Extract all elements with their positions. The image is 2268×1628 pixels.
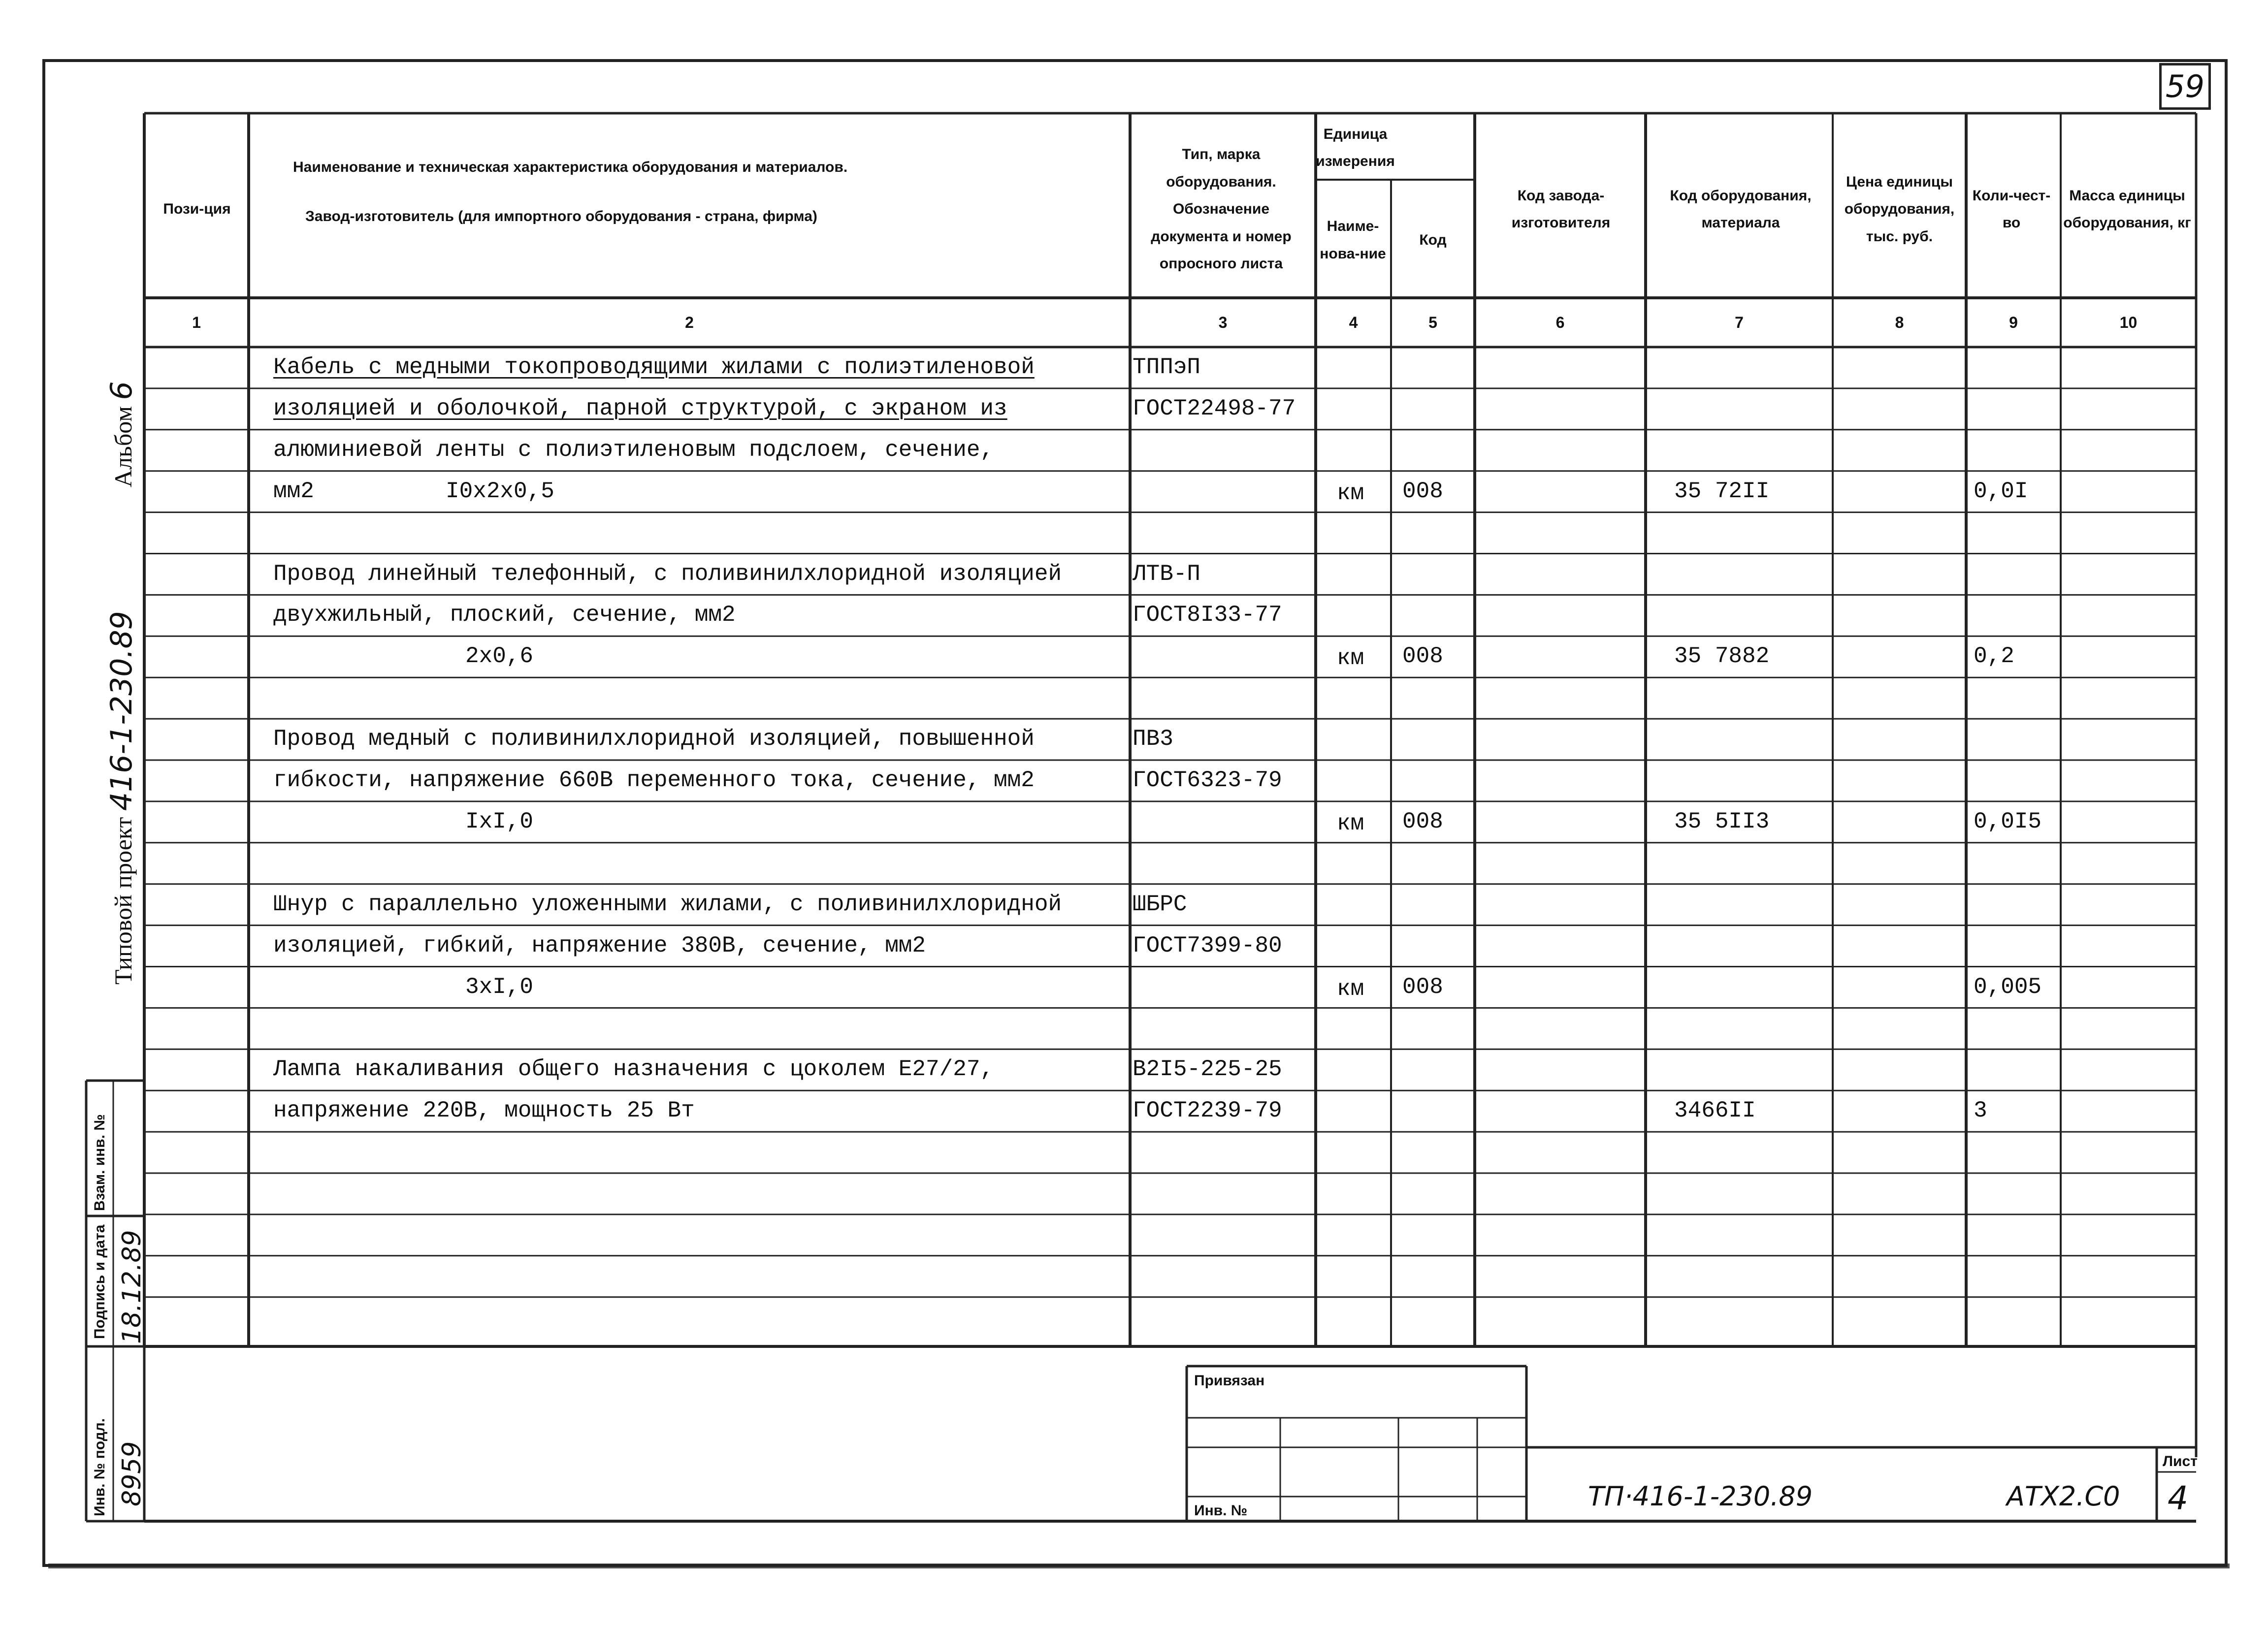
- row-type-doc: ГОСТ7399-80: [1133, 932, 1282, 958]
- row-type-doc: ПВ3: [1133, 726, 1173, 752]
- row-dimension: 2x0,6: [465, 643, 534, 670]
- document-mark: АТХ2.С0: [2007, 1481, 2120, 1512]
- row-name: гибкости, напряжение 660В переменного тока, сечение, мм2: [273, 767, 1035, 793]
- row-name: Шнур с параллельно уложенными жилами, с поливинилхлоридной: [273, 891, 1062, 917]
- column-number: 1: [192, 314, 201, 331]
- list-number: 4: [2168, 1479, 2188, 1517]
- privyazan-label: Привязан: [1194, 1373, 1265, 1389]
- column-number: 7: [1735, 314, 1744, 331]
- stamp-signature-date: 18.12.89: [117, 1230, 147, 1344]
- row-unit: км: [1337, 645, 1364, 671]
- row-name: алюминиевой ленты с полиэтиленовым подслоем, сечение,: [273, 437, 994, 463]
- row-type-doc: В2I5-225-25: [1133, 1056, 1282, 1083]
- row-type-doc: ГОСТ8I33-77: [1133, 602, 1282, 628]
- column-number: 3: [1218, 314, 1228, 331]
- row-unit-code: 008: [1402, 478, 1443, 504]
- row-unit: км: [1337, 480, 1364, 506]
- column-number: 2: [685, 314, 694, 331]
- header-mass: Масса единицы оборудования, кг: [2063, 187, 2191, 231]
- project-prefix: Типовой проект: [109, 817, 137, 985]
- row-name: изоляцией и оболочкой, парной структурой, с экраном из: [273, 395, 1007, 421]
- row-equipment-code: 35 72II: [1674, 478, 1770, 504]
- inv-no-label: Инв. №: [1194, 1502, 1248, 1519]
- header-type: Тип, марка оборудования. Обозначение документа и номер опросного листа: [1151, 146, 1292, 272]
- row-type-doc: ГОСТ2239-79: [1133, 1098, 1282, 1124]
- header-price: Цена единицы оборудования, тыс. руб.: [1844, 173, 1955, 245]
- document-code: ТП·416-1-230.89: [1588, 1481, 1813, 1512]
- header-unit-group: Единица измерения: [1316, 126, 1395, 169]
- header-unit-code: Код: [1419, 231, 1447, 248]
- header-name-line1: Наименование и техническая характеристика оборудования и материалов.: [293, 159, 848, 176]
- row-type-doc: ЛТВ-П: [1133, 561, 1201, 587]
- row-name: Лампа накаливания общего назначения с цоколем Е27/27,: [273, 1056, 994, 1083]
- column-number: 6: [1555, 314, 1565, 331]
- sheet-number: 59: [2159, 63, 2211, 110]
- row-unit-code: 008: [1402, 808, 1443, 834]
- row-equipment-code: 35 5II3: [1674, 808, 1770, 834]
- row-unit: км: [1337, 810, 1364, 836]
- row-name: Провод линейный телефонный, с поливинилхлоридной изоляцией: [273, 561, 1062, 587]
- row-type-doc: ШБРС: [1133, 891, 1187, 917]
- stamp-inv-number: 8959: [117, 1441, 147, 1506]
- column-number: 5: [1428, 314, 1437, 331]
- row-quantity: 0,0I5: [1974, 808, 2042, 834]
- row-dimension: 3xI,0: [465, 974, 534, 1000]
- row-name: Провод медный с поливинилхлоридной изоляцией, повышенной: [273, 726, 1035, 752]
- row-name: мм2: [273, 478, 314, 504]
- header-equipment-code: Код оборудования, материала: [1670, 187, 1812, 231]
- column-number: 8: [1895, 314, 1904, 331]
- row-dimension: IxI,0: [465, 808, 534, 834]
- row-type-doc: ГОСТ6323-79: [1133, 767, 1282, 793]
- row-name: Кабель с медными токопроводящими жилами с полиэтиленовой: [273, 354, 1035, 380]
- column-number: 4: [1349, 314, 1358, 331]
- row-unit: км: [1337, 976, 1364, 1002]
- header-position: Пози-ция: [163, 201, 231, 218]
- row-unit-code: 008: [1402, 643, 1443, 670]
- stamp-vzam-inv: Взам. инв. №: [92, 1114, 108, 1211]
- row-equipment-code: 3466II: [1674, 1098, 1756, 1124]
- column-number: 9: [2009, 314, 2018, 331]
- album-number: 6: [104, 381, 139, 400]
- row-quantity: 0,0I: [1974, 478, 2028, 504]
- row-equipment-code: 35 7882: [1674, 643, 1770, 670]
- album-label-text: Альбом: [109, 406, 137, 487]
- row-name: изоляцией, гибкий, напряжение 380В, сечение, мм2: [273, 932, 926, 958]
- row-name: напряжение 220В, мощность 25 Вт: [273, 1098, 695, 1124]
- row-name: двухжильный, плоский, сечение, мм2: [273, 602, 736, 628]
- header-name-line2: Завод-изготовитель (для импортного оборудования - страна, фирма): [305, 208, 817, 225]
- row-quantity: 0,005: [1974, 974, 2042, 1000]
- row-quantity: 0,2: [1974, 643, 2014, 670]
- list-label: Лист: [2163, 1453, 2198, 1469]
- project-label: [104, 611, 139, 985]
- stamp-inv-podl: Инв. № подл.: [92, 1418, 108, 1516]
- row-quantity: 3: [1974, 1098, 1987, 1124]
- header-factory-code: Код завода-изготовителя: [1511, 187, 1611, 231]
- row-dimension: I0x2x0,5: [446, 478, 554, 504]
- header-quantity: Коли-чест-во: [1972, 187, 2051, 231]
- project-code: 416-1-230.89: [104, 611, 139, 811]
- header-unit-name: Наиме-нова-ние: [1320, 218, 1386, 262]
- row-type-doc: ТППэП: [1133, 354, 1201, 380]
- album-label: [104, 381, 139, 487]
- row-unit-code: 008: [1402, 974, 1443, 1000]
- column-number: 10: [2119, 314, 2138, 331]
- stamp-podpis-data: Подпись и дата: [92, 1224, 108, 1339]
- row-type-doc: ГОСТ22498-77: [1133, 395, 1296, 421]
